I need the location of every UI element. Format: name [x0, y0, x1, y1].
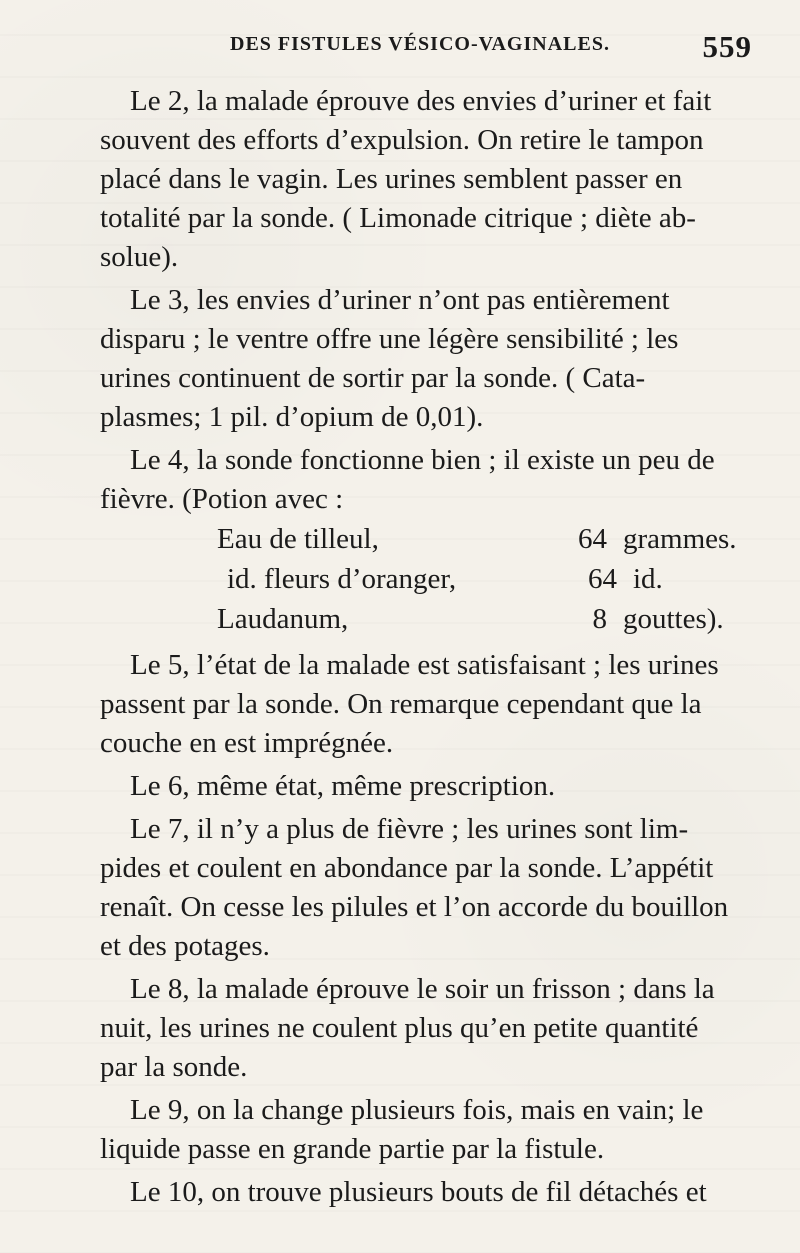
ingredient-unit: gouttes).: [623, 603, 724, 635]
text-line: souvent des efforts d’expulsion. On retire le tampon: [100, 124, 704, 156]
text-line: nuit, les urines ne coulent plus qu’en petite quantité: [100, 1012, 699, 1044]
prescription-row: [100, 519, 752, 559]
text-line: liquide passe en grande partie par la fistule.: [100, 1133, 605, 1165]
text-line: pides et coulent en abondance par la sonde. L’appétit: [100, 852, 714, 884]
paragraph-day-3: [100, 281, 752, 437]
prescription-list: [100, 519, 752, 639]
text-line: renaît. On cesse les pilules et l’on accorde du bouillon: [100, 891, 729, 923]
paragraph-day-5: [100, 646, 752, 763]
prescription-row: [100, 599, 752, 639]
text-line: Le 8, la malade éprouve le soir un frisson ; dans la: [130, 973, 715, 1005]
text-line: Le 9, on la change plusieurs fois, mais en vain; le: [130, 1094, 704, 1126]
paragraph-day-9: [100, 1091, 752, 1169]
text-line: Le 10, on trouve plusieurs bouts de fil détachés et: [130, 1176, 707, 1208]
text-line: plasmes; 1 pil. d’opium de 0,01).: [100, 401, 484, 433]
text-line: passent par la sonde. On remarque cependant que la: [100, 688, 702, 720]
paragraph-day-8: [100, 970, 752, 1087]
ingredient-quantity: 8: [592, 603, 607, 635]
prescription-row: [100, 559, 752, 599]
paragraph-day-4: [100, 441, 752, 519]
ingredient-quantity: 64: [588, 563, 617, 595]
text-line: disparu ; le ventre offre une légère sensibilité ; les: [100, 323, 679, 355]
page-number: 559: [702, 29, 752, 64]
ingredient-name: Laudanum,: [217, 603, 349, 635]
text-line: par la sonde.: [100, 1051, 248, 1083]
ingredient-name: id. fleurs d’oranger,: [227, 563, 457, 595]
paragraph-day-10: [100, 1173, 752, 1212]
ingredient-quantity: 64: [578, 523, 607, 555]
paragraph-day-7: [100, 810, 752, 966]
text-line: Le 7, il n’y a plus de fièvre ; les urines sont lim-: [130, 813, 689, 845]
text-line: placé dans le vagin. Les urines semblent passer en: [100, 163, 683, 195]
text-line: Le 2, la malade éprouve des envies d’uriner et fait: [130, 85, 712, 117]
paragraph-day-6: [100, 767, 752, 806]
text-line: Le 6, même état, même prescription.: [130, 770, 556, 802]
ingredient-unit: id.: [633, 563, 663, 595]
ingredient-name: Eau de tilleul,: [217, 523, 379, 555]
text-line: totalité par la sonde. ( Limonade citrique ; diète ab-: [100, 202, 696, 234]
text-line: urines continuent de sortir par la sonde. ( Cata-: [100, 362, 646, 394]
running-head: DES FISTULES VÉSICO-VAGINALES.: [230, 33, 610, 55]
ingredient-unit: grammes.: [623, 523, 737, 555]
text-line: Le 5, l’état de la malade est satisfaisant ; les urines: [130, 649, 719, 681]
paragraph-day-2: [100, 82, 752, 277]
text-line: Le 4, la sonde fonctionne bien ; il existe un peu de: [130, 444, 715, 476]
text-line: couche en est imprégnée.: [100, 727, 394, 759]
text-line: et des potages.: [100, 930, 270, 962]
text-line: fièvre. (Potion avec :: [100, 483, 344, 515]
page-header: [110, 29, 752, 73]
text-line: solue).: [100, 241, 179, 273]
text-line: Le 3, les envies d’uriner n’ont pas entièrement: [130, 284, 670, 316]
page-content: [100, 82, 752, 1212]
